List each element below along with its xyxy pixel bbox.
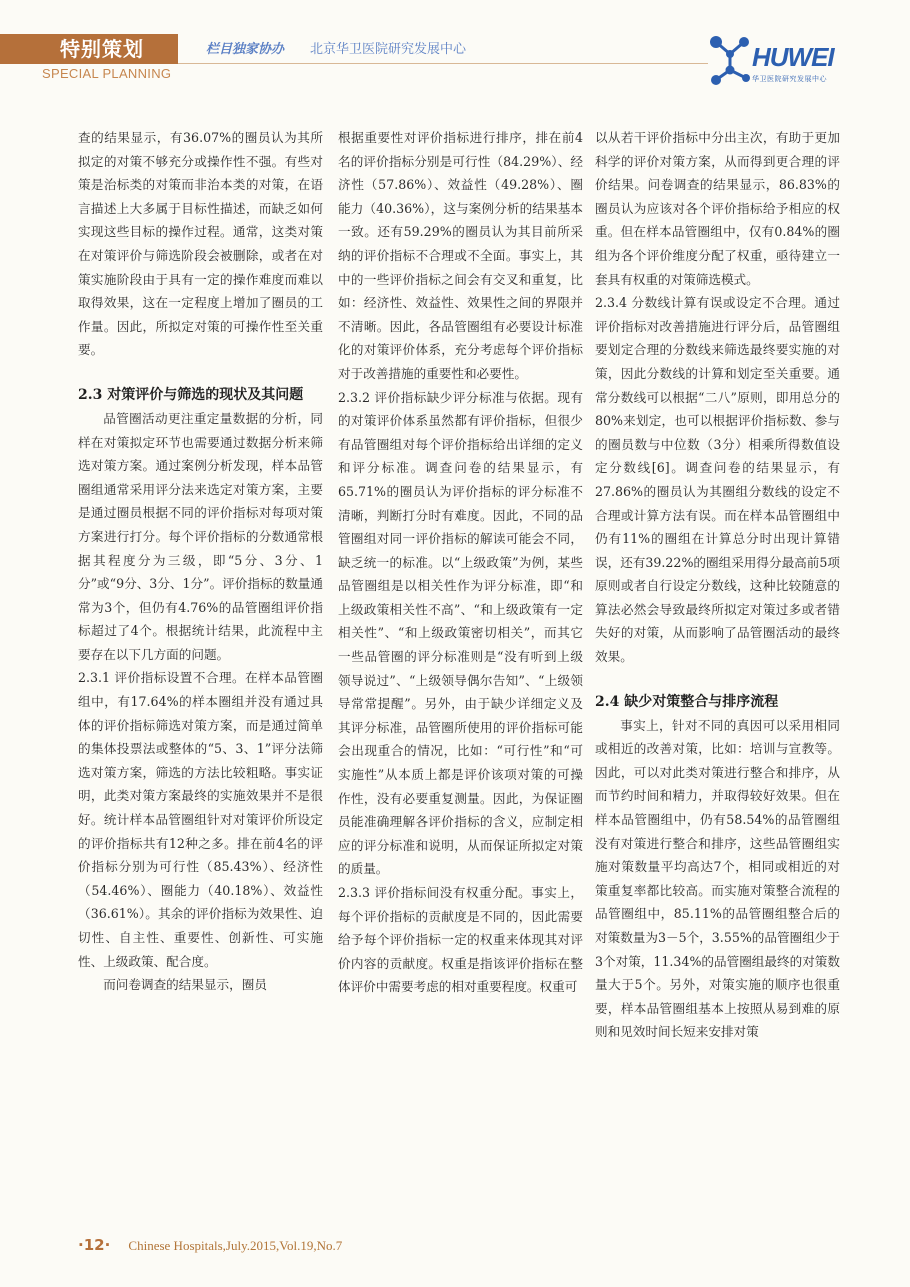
body-paragraph: 2.3.3 评价指标间没有权重分配。事实上，每个评价指标的贡献度是不同的，因此需要给予每个评价指标一定的权重来体现其对评价内容的贡献度。权重是指该评价指标在整体评价中需要考虑的相对重要程度。权重可 — [338, 885, 583, 995]
body-paragraph: 查的结果显示，有36.07%的圈员认为其所拟定的对策不够充分或操作性不强。有些对策是治标类的对策而非治本类的对策，在语言描述上大多属于目标性描述，而缺乏如何实现这些目标的操作过程。通常，这类对策在对策评价与筛选阶段会被删除，或者在对策实施阶段由于具有一定的操作难度而难以取得效果，这在一定程度上增加了圈员的工作量。因此，所拟定对策的可操作性至关重要。 — [78, 130, 323, 358]
text-column-2 — [338, 126, 583, 999]
body-paragraph: 根据重要性对评价指标进行排序，排在前4名的评价指标分别是可行性（84.29%）、经济性（57.86%）、效益性（49.28%）、圈能力（40.36%），这与案例分析的结果基本一致。还有59.29%的圈员认为其目前所采纳的评价指标不合理或不全面。事实上，其中的一些评价指标之间会有交叉和重复，比如：经济性、效益性、效果性之间的界限并不清晰。因此，各品管圈组有必要设计标准化的对策评价体系，充分考虑每个评价指标对于改善措施的重要性和必要性。 — [338, 130, 583, 381]
section-title: 特别策划 — [60, 37, 144, 61]
page-number: ·12· — [78, 1236, 111, 1254]
section-heading: 2.3 对策评价与筛选的现状及其问题 — [78, 386, 304, 403]
body-paragraph: 2.3.2 评价指标缺少评分标准与依据。现有的对策评价体系虽然都有评价指标，但很少有品管圈组对每个评价指标给出详细的定义和评分标准。调查问卷的结果显示，有65.71%的圈员认为评价指标的评分标准不清晰，判断打分时有难度。因此，不同的品管圈组对同一评价指标的解读可能会不同，缺乏统一的标准。以“上级政策”为例，某些品管圈组是以相关性作为评分标准，即“和上级政策相关性不高”、“和上级政策有一定相关性”、“和上级政策密切相关”，而其它一些品管圈的评分标准则是“没有听到上级领导说过”、“上级领导偶尔告知”、“上级领导常常提醒”。另外，由于缺少详细定义及其评分标准，品管圈所使用的评价指标可能会出现重合的情况，比如：“可行性”和“可实施性”从本质上都是评价该项对策的可操作性，没有必要重复测量。因此，为保证圈员能准确理解各评价指标的含义，应制定相应的评分标准和说明，从而保证所拟定对策的质量。 — [338, 389, 583, 877]
paragraph-spacer — [595, 669, 840, 691]
page-footer — [78, 1236, 342, 1258]
body-paragraph: 品管圈活动更注重定量数据的分析，同样在对策拟定环节也需要通过数据分析来筛选对策方案。通过案例分析发现，样本品管圈组通常采用评分法来选定对策方案，主要是通过圈员根据不同的评价指标对每项对策方案进行打分。每个评价指标的分数通常根据其程度分为三级，即“5分、3分、1分”或“9分、3分、1分”。评价指标的数量通常为3个，但仍有4.76%的品管圈组评价指标超过了4个。根据统计结果，此流程中主要存在以下几方面的问题。 — [78, 410, 323, 662]
section-heading: 2.4 缺少对策整合与排序流程 — [595, 693, 779, 710]
text-column-3 — [595, 126, 840, 1044]
body-paragraph: 2.3.4 分数线计算有误或设定不合理。通过评价指标对改善措施进行评分后，品管圈组要划定合理的分数线来筛选最终要实施的对策，因此分数线的计算和划定至关重要。通常分数线可以根据“二八”原则，即用总分的80%来划定，也可以根据评价指标数、参与的圈员数与中位数（3分）相乘所得数值设定分数线[6]。调查问卷的结果显示，有27.86%的圈员认为其圈组分数线的设定不合理或计算方法有误。而在样本品管圈组中仍有11%的圈组在计算总分时出现计算错误，还有39.22%的圈组采用得分最高前5项原则或者自行设定分数线，这种比较随意的算法必然会导致最终所拟定对策过多或者错失好的对策，从而影响了品管圈活动的最终效果。 — [595, 295, 840, 665]
page-header — [0, 0, 910, 100]
column-partner: 北京华卫医院研究发展中心 — [310, 42, 467, 57]
header-divider — [178, 63, 708, 64]
text-column-1 — [78, 126, 323, 997]
section-subtitle: SPECIAL PLANNING — [42, 66, 172, 81]
molecule-icon — [706, 32, 754, 86]
huwei-logo — [706, 32, 846, 86]
logo-wordmark: HUWEI — [752, 42, 834, 72]
logo-subtitle: 华卫医院研究发展中心 — [752, 75, 827, 83]
paragraph-spacer — [78, 362, 323, 384]
body-paragraph: 2.3.1 评价指标设置不合理。在样本品管圈组中，有17.64%的样本圈组并没有通过具体的评价指标筛选对策方案，而是通过简单的集体投票法或整体的“5、3、1”评分法筛选对策方案，筛选的方法比较粗略。事实证明，此类对策方案最终的实施效果并不是很好。统计样本品管圈组针对对策评价所设定的评价指标共有12种之多。排在前4名的评价指标分别为可行性（85.43%）、经济性（54.46%）、圈能力（40.18%）、效益性（36.61%）。其余的评价指标为效果性、迫切性、自主性、重要性、创新性、可实施性、上级政策、配合度。 — [78, 670, 323, 969]
journal-citation: Chinese Hospitals,July.2015,Vol.19,No.7 — [128, 1238, 343, 1253]
body-paragraph: 以从若干评价指标中分出主次，有助于更加科学的评价对策方案，从而得到更合理的评价结果。问卷调查的结果显示，86.83%的圈员认为应该对各个评价指标给予相应的权重。但在样本品管圈组中，仅有0.84%的圈组为各个评价维度分配了权重，亟待建立一套具有权重的对策筛选模式。 — [595, 130, 840, 287]
body-paragraph: 事实上，针对不同的真因可以采用相同或相近的改善对策，比如：培训与宣教等。因此，可以对此类对策进行整合和排序，从而节约时间和精力，并取得较好效果。但在样本品管圈组中，仍有58.54%的品管圈组没有对策进行整合和排序，这些品管圈组实施对策数量平均高达7个，相同或相近的对策重复率都比较高。而实施对策整合流程的品管圈组中，85.11%的品管圈组整合后的对策数量为3－5个，3.55%的品管圈组少于3个对策，11.34%的品管圈组最终的对策数量大于5个。另外，对策实施的顺序也很重要，样本品管圈组基本上按照从易到难的原则和见效时间长短来安排对策 — [595, 717, 840, 1040]
body-paragraph: 而问卷调查的结果显示，圈员 — [103, 977, 267, 993]
column-label: 栏目独家协办 — [206, 42, 285, 57]
